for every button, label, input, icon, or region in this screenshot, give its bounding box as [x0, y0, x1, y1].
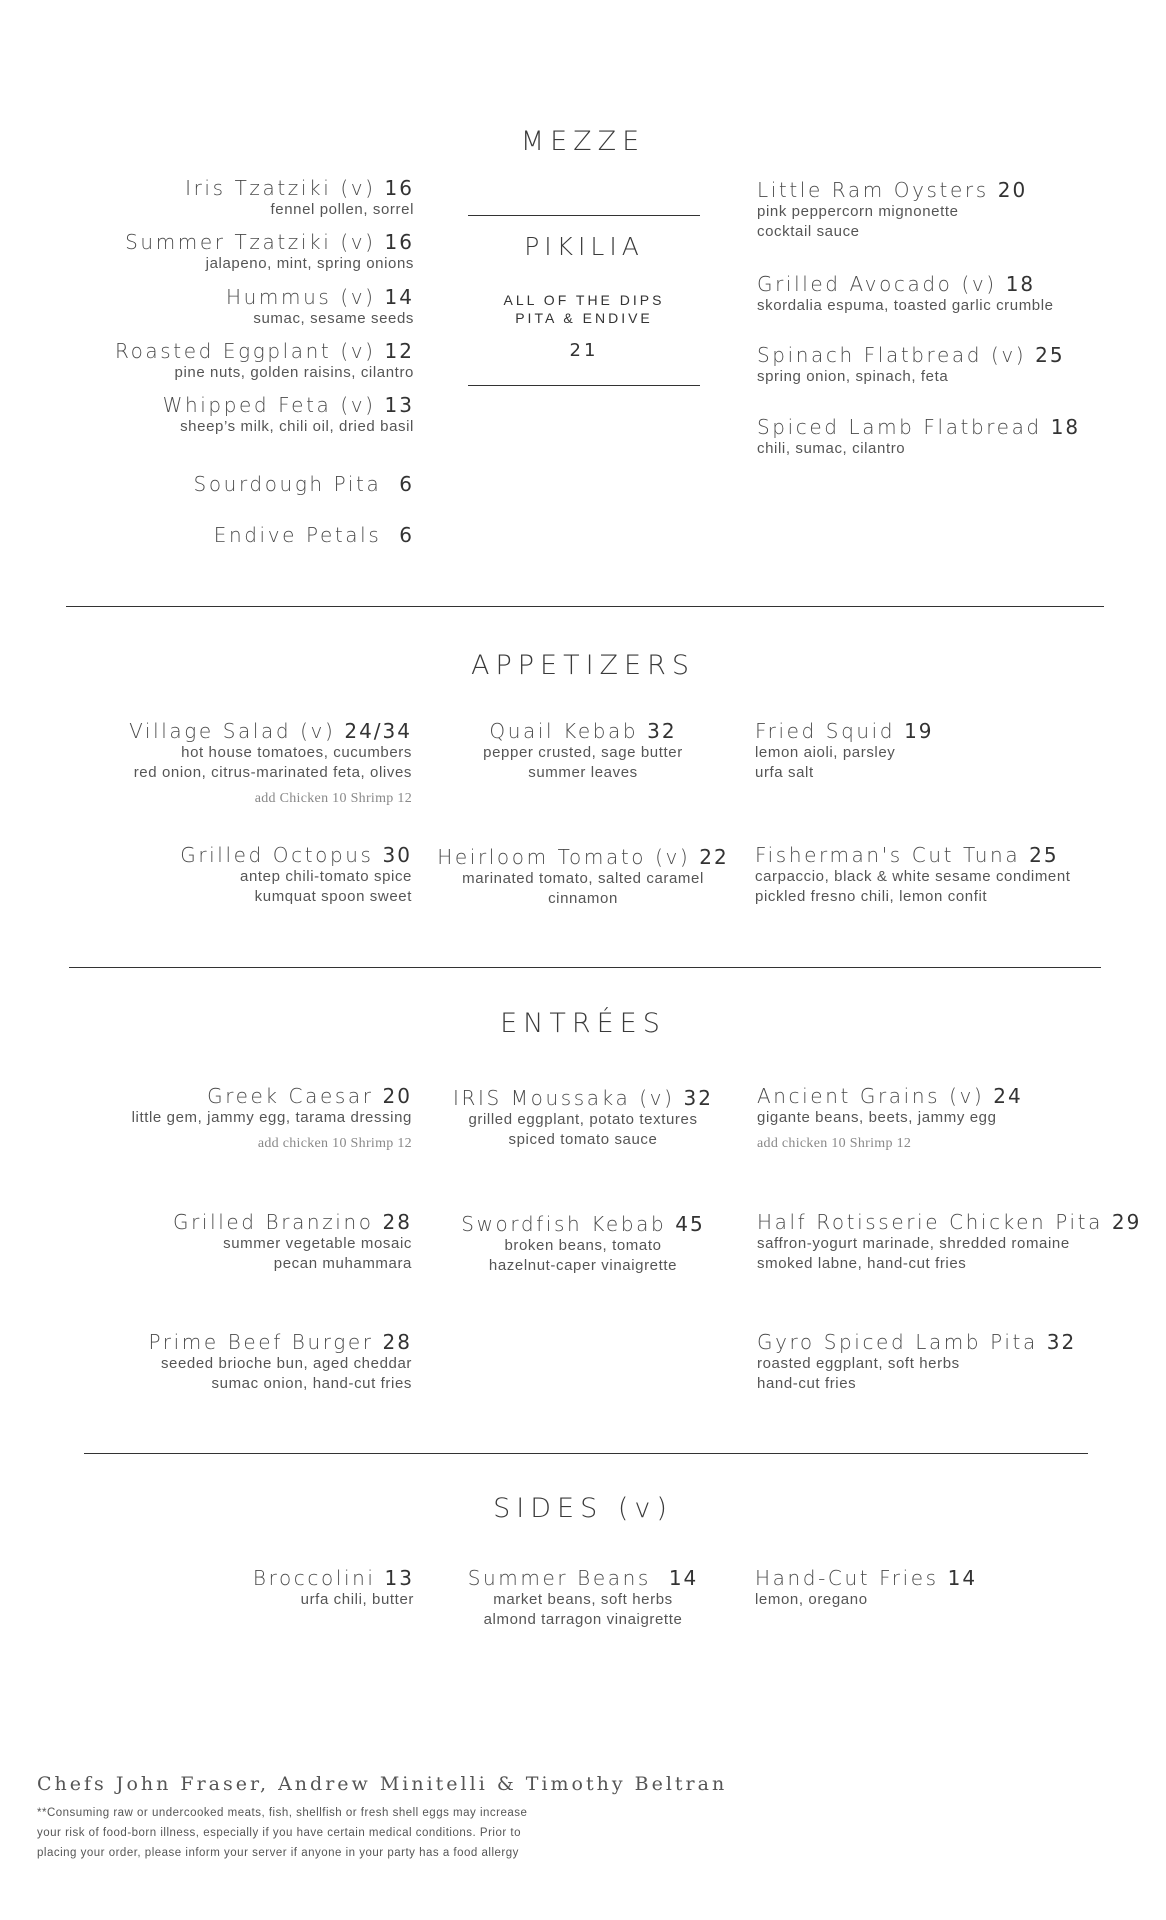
menu-item-little-ram-oysters: Little Ram Oysters 20 pink peppercorn mignonette cocktail sauce [757, 178, 1028, 240]
section-divider-3 [84, 1453, 1088, 1454]
menu-item-greek-caesar: Greek Caesar 20 little gem, jammy egg, tarama dressing add chicken 10 Shrimp 12 [131, 1084, 412, 1151]
entrees-title: ENTRÉES [500, 1008, 666, 1039]
food-safety-disclaimer [37, 1803, 597, 1863]
menu-item-ancient-grains: Ancient Grains (v) 24 gigante beans, beets, jammy egg add chicken 10 Shrimp 12 [757, 1084, 1023, 1151]
menu-item-spiced-lamb-flatbread: Spiced Lamb Flatbread 18 chili, sumac, cilantro [757, 415, 1081, 457]
menu-item-iris-tzatziki: Iris Tzatziki (v) 16 fennel pollen, sorrel [185, 176, 414, 218]
mezze-title: MEZZE [520, 126, 646, 157]
sides-title: SIDES (v) [493, 1493, 673, 1524]
menu-item-roasted-eggplant: Roasted Eggplant (v) 12 pine nuts, golden raisins, cilantro [115, 339, 414, 381]
menu-item-gyro-spiced-lamb-pita: Gyro Spiced Lamb Pita 32 roasted eggplant, soft herbs hand-cut fries [757, 1330, 1077, 1392]
menu-item-grilled-octopus: Grilled Octopus 30 antep chili-tomato spice kumquat spoon sweet [180, 843, 412, 905]
menu-item-whipped-feta: Whipped Feta (v) 13 sheep’s milk, chili oil, dried basil [162, 393, 414, 435]
pikilia-top-rule [468, 215, 700, 216]
menu-item-broccolini: Broccolini 13 urfa chili, butter [252, 1566, 414, 1608]
pikilia-line-1: ALL OF THE DIPS [503, 292, 665, 308]
menu-item-summer-beans: Summer Beans 14 market beans, soft herbs almond tarragon vinaigrette [467, 1566, 699, 1628]
pikilia-price: 21 [569, 340, 599, 361]
menu-item-summer-tzatziki: Summer Tzatziki (v) 16 jalapeno, mint, spring onions [125, 230, 414, 272]
section-divider-2 [69, 967, 1101, 968]
menu-item-prime-beef-burger: Prime Beef Burger 28 seeded brioche bun, aged cheddar sumac onion, hand-cut fries [148, 1330, 412, 1392]
menu-item-grilled-avocado: Grilled Avocado (v) 18 skordalia espuma, toasted garlic crumble [757, 272, 1054, 314]
menu-item-quail-kebab: Quail Kebab 32 pepper crusted, sage butter summer leaves [483, 719, 683, 781]
menu-item-fishermans-cut-tuna: Fisherman's Cut Tuna 25 carpaccio, black & white sesame condiment pickled fresno chili, lemon confit [755, 843, 1071, 905]
chefs-credit: Chefs John Fraser, Andrew Minitelli & Timothy Beltran [37, 1773, 728, 1795]
menu-item-hummus: Hummus (v) 14 sumac, sesame seeds [226, 285, 414, 327]
appetizers-title: APPETIZERS [470, 650, 695, 681]
menu-item-half-rotisserie-chicken-pita: Half Rotisserie Chicken Pita 29 saffron-yogurt marinade, shredded romaine smoked labne, hand-cut fries [757, 1210, 1142, 1272]
menu-item-fried-squid: Fried Squid 19 lemon aioli, parsley urfa salt [755, 719, 934, 781]
pikilia-title: PIKILIA [524, 232, 644, 261]
menu-item-village-salad: Village Salad (v) 24/34 hot house tomatoes, cucumbers red onion, citrus-marinated feta, olives add Chicken 10 Shrimp 12 [129, 719, 412, 806]
menu-item-endive-petals: Endive Petals 6 [213, 523, 414, 547]
pikilia-bottom-rule [468, 385, 700, 386]
menu-item-swordfish-kebab: Swordfish Kebab 45 broken beans, tomato hazelnut-caper vinaigrette [461, 1212, 705, 1274]
disclaimer-line-2: your risk of food-born illness, especially if you have certain medical conditions. Prior to [37, 1827, 521, 1839]
menu-item-hand-cut-fries: Hand-Cut Fries 14 lemon, oregano [755, 1566, 978, 1608]
pikilia-line-2: PITA & ENDIVE [515, 310, 653, 326]
menu-item-iris-moussaka: IRIS Moussaka (v) 32 grilled eggplant, potato textures spiced tomato sauce [453, 1086, 713, 1148]
menu-item-spinach-flatbread: Spinach Flatbread (v) 25 spring onion, spinach, feta [757, 343, 1065, 385]
section-divider-1 [66, 606, 1104, 607]
disclaimer-line-1: **Consuming raw or undercooked meats, fish, shellfish or fresh shell eggs may increase [37, 1807, 528, 1819]
disclaimer-line-3: placing your order, please inform your server if anyone in your party has a food allergy [37, 1847, 519, 1859]
menu-item-heirloom-tomato: Heirloom Tomato (v) 22 marinated tomato, salted caramel cinnamon [437, 845, 729, 907]
menu-item-sourdough-pita: Sourdough Pita 6 [193, 472, 414, 496]
menu-item-grilled-branzino: Grilled Branzino 28 summer vegetable mosaic pecan muhammara [173, 1210, 412, 1272]
